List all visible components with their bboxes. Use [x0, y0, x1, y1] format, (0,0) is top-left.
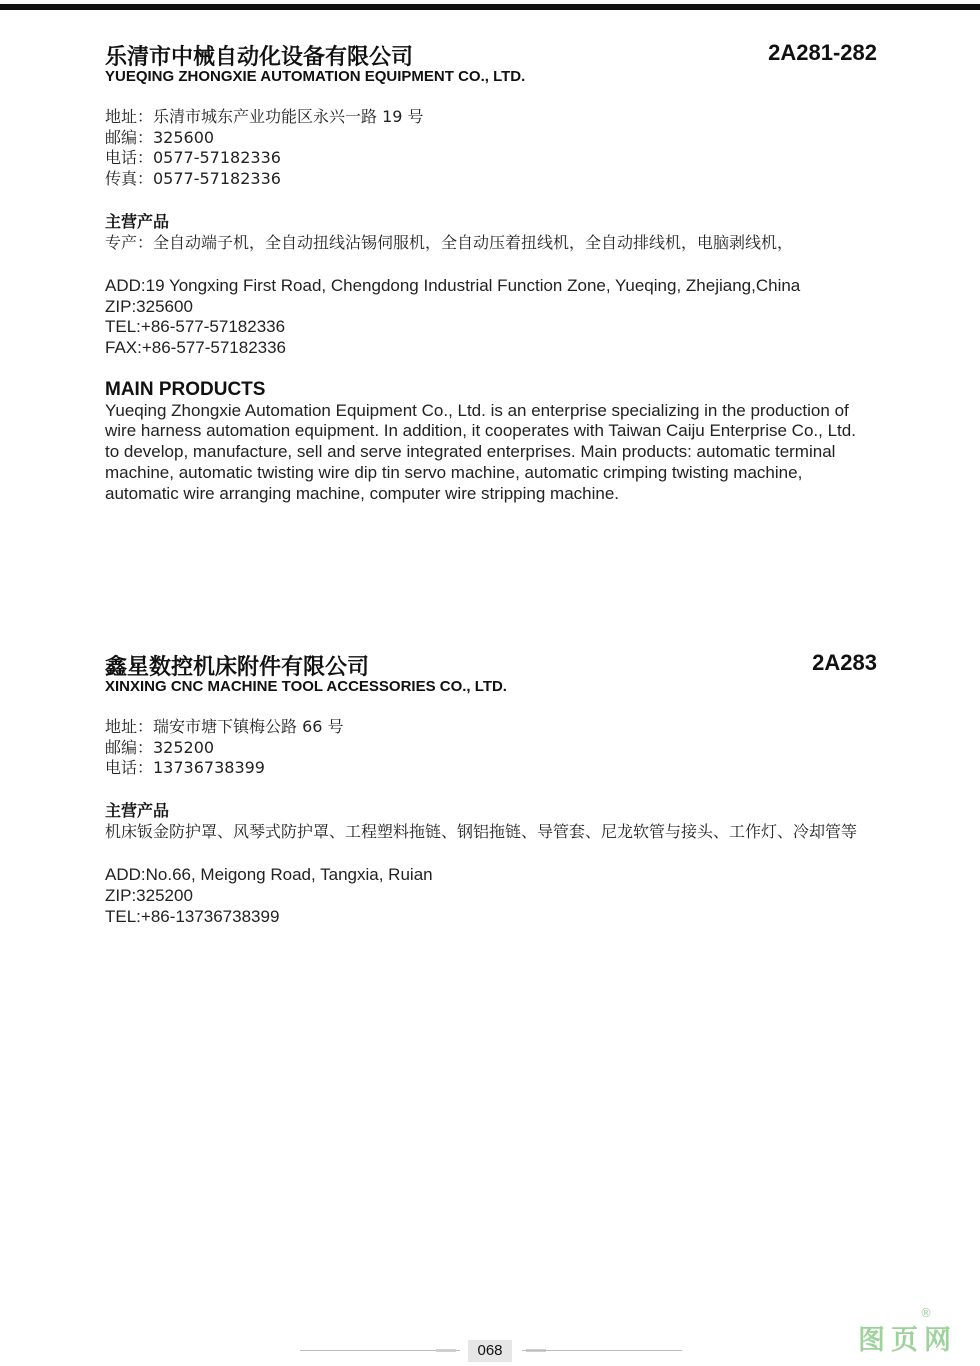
zip-cn: 邮编：325200: [105, 737, 215, 757]
company-name-cn: 鑫星数控机床附件有限公司: [105, 655, 370, 680]
company-entry-zhongxie: [105, 40, 877, 505]
fax-en: FAX:+86-577-57182336: [105, 337, 287, 357]
phone-cn: 电话：0577-57182336: [105, 148, 281, 168]
products-title-cn: 主营产品: [105, 211, 170, 231]
company-name-cn: 乐清市中械自动化设备有限公司: [105, 45, 414, 70]
products-title-cn: 主营产品: [105, 801, 170, 821]
company-header: [105, 650, 877, 678]
company-name-en: XINXING CNC MACHINE TOOL ACCESSORIES CO., LTD.: [105, 678, 507, 695]
booth-number: 2A281-282: [768, 40, 877, 65]
contact-info-cn: [105, 107, 877, 190]
products-text-cn: 专产：全自动端子机，全自动扭线沾锡伺服机，全自动压着扭线机，全自动排线机，电脑剥线机，: [105, 232, 794, 252]
products-text-cn: 机床钣金防护罩、风琴式防护罩、工程塑料拖链、钢铝拖链、导管套、尼龙软管与接头、工作灯、冷却管等: [105, 822, 858, 842]
address-cn: 地址：瑞安市塘下镇梅公路 66 号: [105, 717, 344, 736]
company-name-en: YUEQING ZHONGXIE AUTOMATION EQUIPMENT CO., LTD.: [105, 68, 526, 85]
address-en: ADD:19 Yongxing First Road, Chengdong Industrial Function Zone, Yueqing, Zhejiang,China: [105, 275, 801, 295]
top-border-bar: [0, 4, 980, 10]
zip-en: ZIP:325200: [105, 885, 193, 905]
footer-divider-right: [522, 1350, 682, 1351]
contact-info-cn: [105, 717, 877, 779]
watermark-logo: 图页网: [858, 1325, 957, 1356]
products-title-en: MAIN PRODUCTS: [105, 378, 266, 400]
page-footer: [0, 1338, 980, 1366]
address-en: ADD:No.66, Meigong Road, Tangxia, Ruian: [105, 865, 433, 885]
products-text-en: Yueqing Zhongxie Automation Equipment Co., Ltd. is an enterprise specializing in the production of wire harness automation equipment. In addition, it cooperates with Taiwan Caiju Enterprise Co., Ltd. to develop, manufacture, sell and serve integrated enterprises. Main products: automatic terminal machine, automatic twisting wire dip tin servo machine, automatic crimping twisting machine, automatic wire arranging machine, computer wire stripping machine.: [105, 400, 856, 503]
watermark-registered-mark: ®: [920, 1306, 932, 1320]
company-entry-xinxing: [105, 650, 877, 927]
page-number: 068: [468, 1340, 512, 1362]
contact-info-en: [105, 865, 877, 927]
contact-info-en: [105, 276, 877, 359]
company-header: [105, 40, 877, 68]
phone-cn: 电话：13736738399: [105, 758, 265, 778]
zip-en: ZIP:325600: [105, 296, 193, 316]
booth-number: 2A283: [812, 650, 877, 675]
phone-en: TEL:+86-13736738399: [105, 906, 280, 926]
zip-cn: 邮编：325600: [105, 127, 215, 147]
address-cn: 地址：乐清市城东产业功能区永兴一路 19 号: [105, 107, 424, 126]
fax-cn: 传真：0577-57182336: [105, 169, 281, 189]
footer-dash-left: [436, 1349, 456, 1352]
phone-en: TEL:+86-577-57182336: [105, 317, 286, 337]
